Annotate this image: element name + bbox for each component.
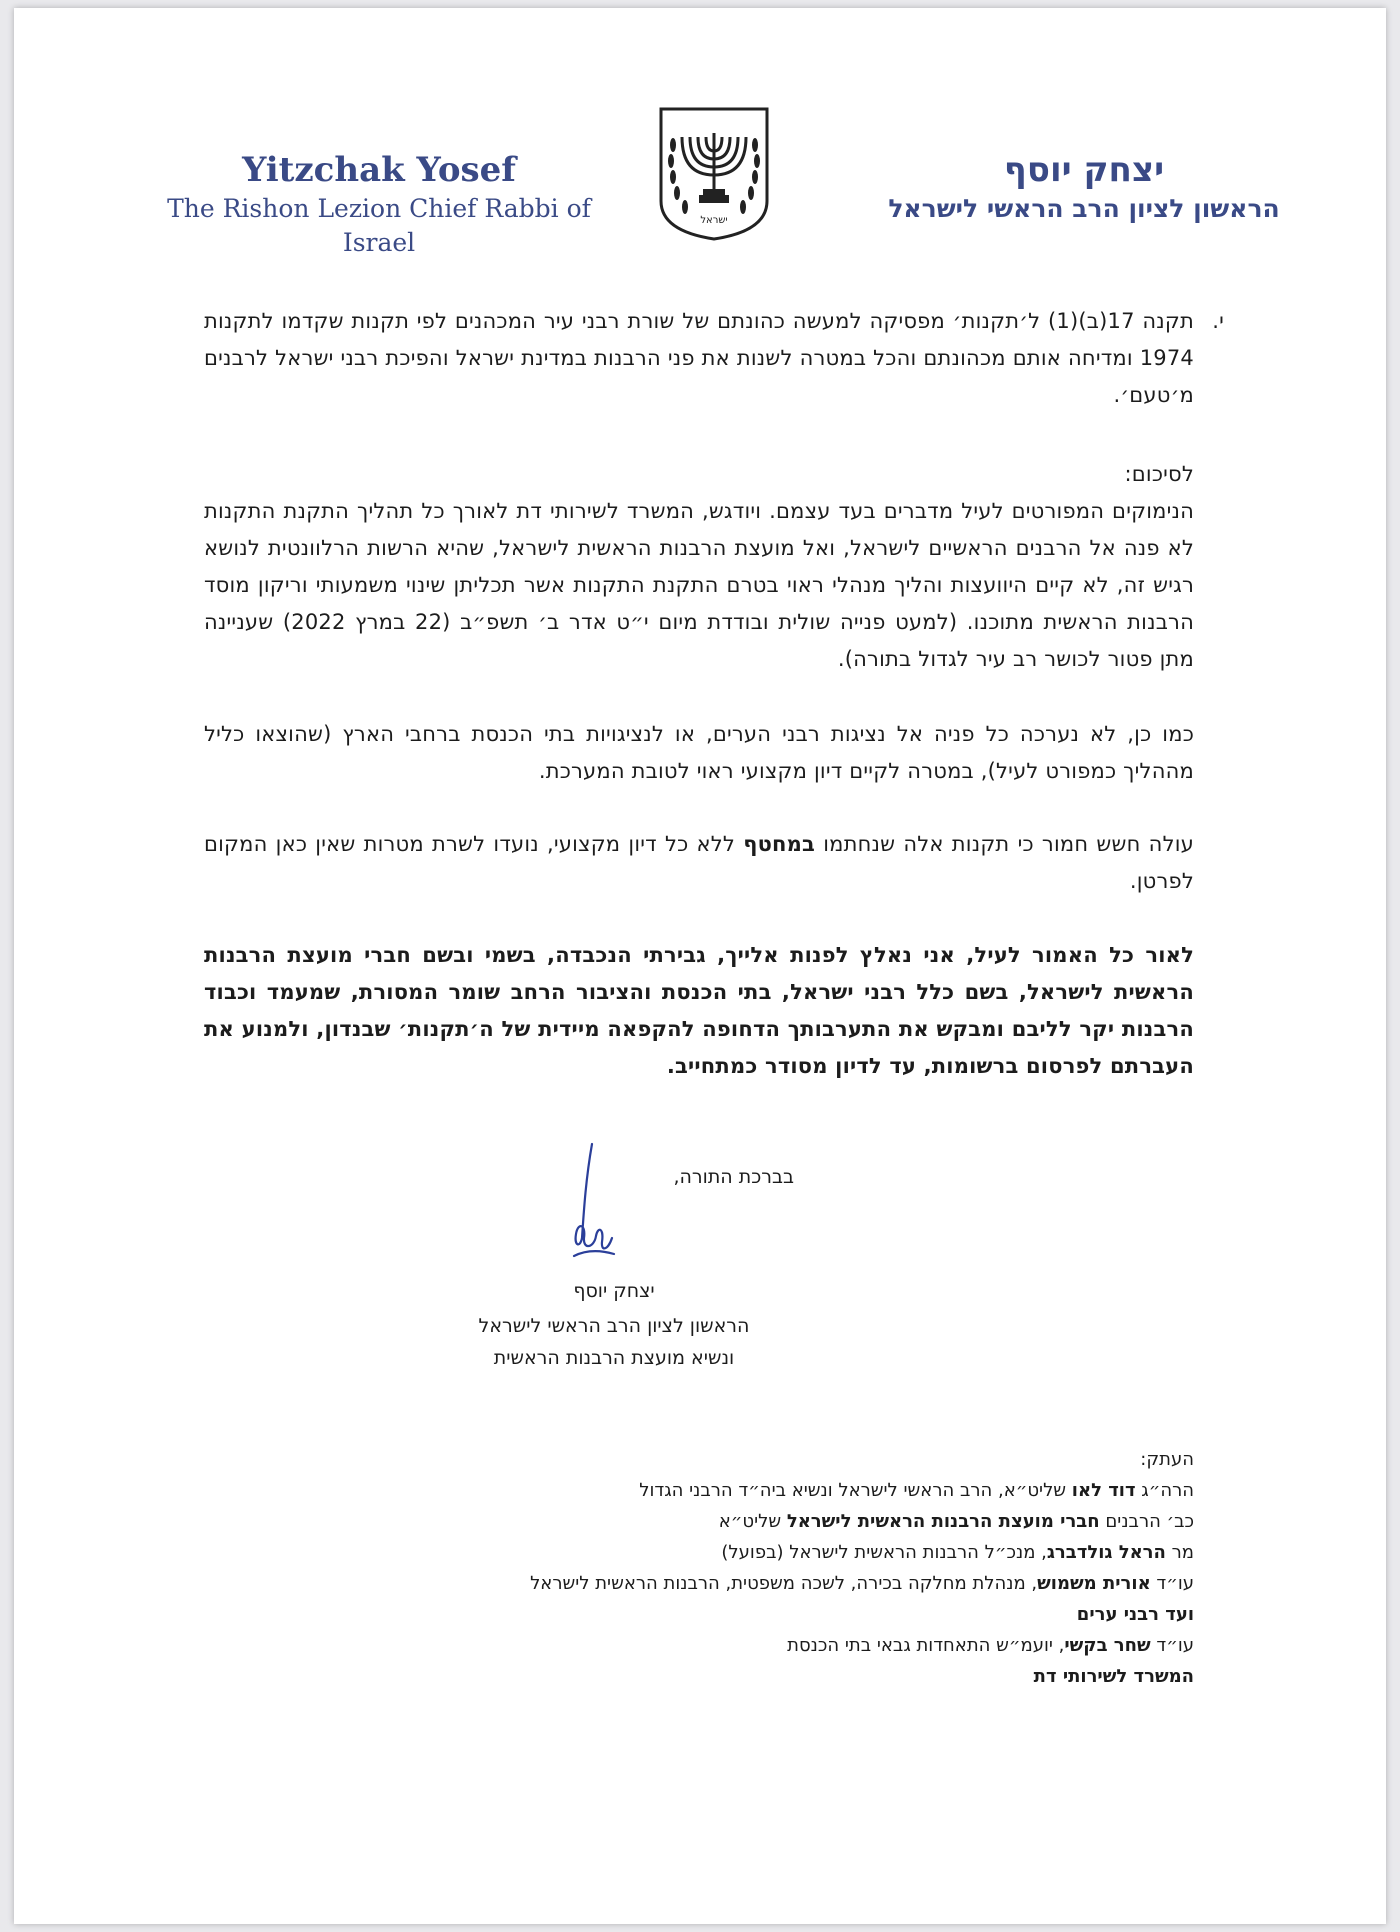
sender-title-hebrew: הראשון לציון הרב הראשי לישראל (888, 194, 1280, 223)
summary-heading: לסיכום: (1124, 462, 1194, 486)
sender-name-english: Yitzchak Yosef (242, 150, 516, 190)
copy-recipient (344, 1475, 1194, 1506)
letter-page (14, 8, 1386, 1924)
closing-greeting: בברכת התורה, (673, 1166, 794, 1188)
handwritten-signature (534, 1138, 634, 1288)
copy-prefix: כב׳ הרבנים (1099, 1511, 1194, 1532)
letterhead-hebrew (854, 148, 1314, 226)
copy-name: שחר בקשי (1064, 1635, 1151, 1656)
copies-heading: העתק: (1140, 1449, 1194, 1470)
copy-recipient (344, 1506, 1194, 1537)
paragraph-concern (204, 826, 1194, 900)
copy-prefix: עו״ד (1150, 1573, 1194, 1594)
copy-name: אורית משמוש (1037, 1573, 1151, 1594)
copy-recipient (344, 1630, 1194, 1661)
copy-detail: שליט״א, הרב הראשי לישראל ונשיא ביה״ד הרבני הגדול (639, 1480, 1072, 1501)
summary-section (204, 456, 1194, 678)
copies-list (344, 1444, 1194, 1692)
summary-text: הנימוקים המפורטים לעיל מדברים בעד עצמם. ויודגש, המשרד לשירותי דת לאורך כל תהליך התקנת התקנות לא פנה אל הרבנים הראשיים לישראל, ואל מועצת הרבנות הראשית לישראל, שהיא הרשות הרלוונטית לנושא רגיש זה, לא קיים היוועצות והליך מנהלי ראוי בטרם התקנת התקנות אשר תכליתן שינוי משמעותי וריקון מוסד הרבנות הראשית מתוכנו. (למעט פנייה שולית ובודדת מיום י״ט אדר ב׳ תשפ״ב (22 במרץ 2022) שעניינה מתן פטור לכושר רב עיר לגדול בתורה). (204, 499, 1195, 671)
copy-detail: , יועמ״ש התאחדות גבאי בתי הכנסת (787, 1635, 1065, 1656)
state-emblem-menorah-icon (655, 105, 773, 241)
sender-name-hebrew: יצחק יוסף (1003, 150, 1165, 190)
paragraph-consultation: כמו כן, לא נערכה כל פניה אל נציגות רבני הערים, או לנציגויות בתי הכנסת ברחבי הארץ (שהוצאו כליל מההליך כמפורט לעיל), במטרה לקיים דיון מקצועי ראוי לטובת המערכת. (204, 722, 1194, 783)
letterhead-english (144, 148, 614, 260)
paragraph-concern-start: עולה חשש חמור כי תקנות אלה שנחתמו (815, 832, 1194, 856)
copy-prefix: מר (1165, 1542, 1194, 1563)
paragraph-concern-emphasis: במחטף (743, 832, 816, 856)
copy-prefix: עו״ד (1150, 1635, 1194, 1656)
copy-name: הראל גולדברג (1046, 1542, 1166, 1563)
copy-recipient: ועד רבני ערים (1076, 1604, 1194, 1625)
signer-title-line-1: הראשון לציון הרב הראשי לישראל (478, 1315, 750, 1337)
signer-name: יצחק יוסף (573, 1280, 655, 1302)
sender-title-english: The Rishon Lezion Chief Rabbi of Israel (167, 194, 591, 257)
copy-prefix: הרה״ג (1135, 1480, 1194, 1501)
copy-name: דוד לאו (1071, 1480, 1136, 1501)
copy-detail: , מנהלת מחלקה בכירה, לשכה משפטית, הרבנות הראשית לישראל (530, 1573, 1038, 1594)
item-marker: י. (1212, 309, 1224, 333)
item-text: תקנה 17(ב)(1) ל׳תקנות׳ מפסיקה למעשה כהונתם של שורת רבני עיר המכהנים לפי תקנות שקדמו לתקנות 1974 ומדיחה אותם מכהונתם והכל במטרה לשנות את פני הרבנות במדינת ישראל והפיכת רבני ישראל לרבנים מ׳טעם׳. (204, 309, 1194, 407)
copy-name: חברי מועצת הרבנות הראשית לישראל (786, 1511, 1100, 1532)
emblem-caption: ישראל (700, 215, 728, 226)
copy-detail: שליט״א (718, 1511, 787, 1532)
copy-detail: , מנכ״ל הרבנות הראשית לישראל (בפועל) (721, 1542, 1047, 1563)
copy-recipient: המשרד לשירותי דת (1033, 1666, 1194, 1687)
paragraph-concern-end: ללא כל דיון מקצועי, נועדו לשרת מטרות שאין כאן המקום לפרטן. (204, 832, 1194, 893)
copy-recipient (344, 1568, 1194, 1599)
copy-recipient (344, 1537, 1194, 1568)
paragraph-request: לאור כל האמור לעיל, אני נאלץ לפנות אלייך, גבירתי הנכבדה, בשמי ובשם חברי מועצת הרבנות הראשית לישראל, בשם כלל רבני ישראל, בתי הכנסת והציבור הרחב שומר המסורת, שמעמד וכבוד הרבנות יקר לליבם ומבקש את התערבותך הדחופה להקפאה מיידית של ה׳תקנות׳ שבנדון, ולמנוע את העברתם לפרסום ברשומות, עד לדיון מסודר כמתחייב. (204, 943, 1194, 1078)
signer-titles (434, 1310, 794, 1374)
signer-title-line-2: ונשיא מועצת הרבנות הראשית (493, 1347, 735, 1369)
item-paragraph (204, 303, 1224, 414)
